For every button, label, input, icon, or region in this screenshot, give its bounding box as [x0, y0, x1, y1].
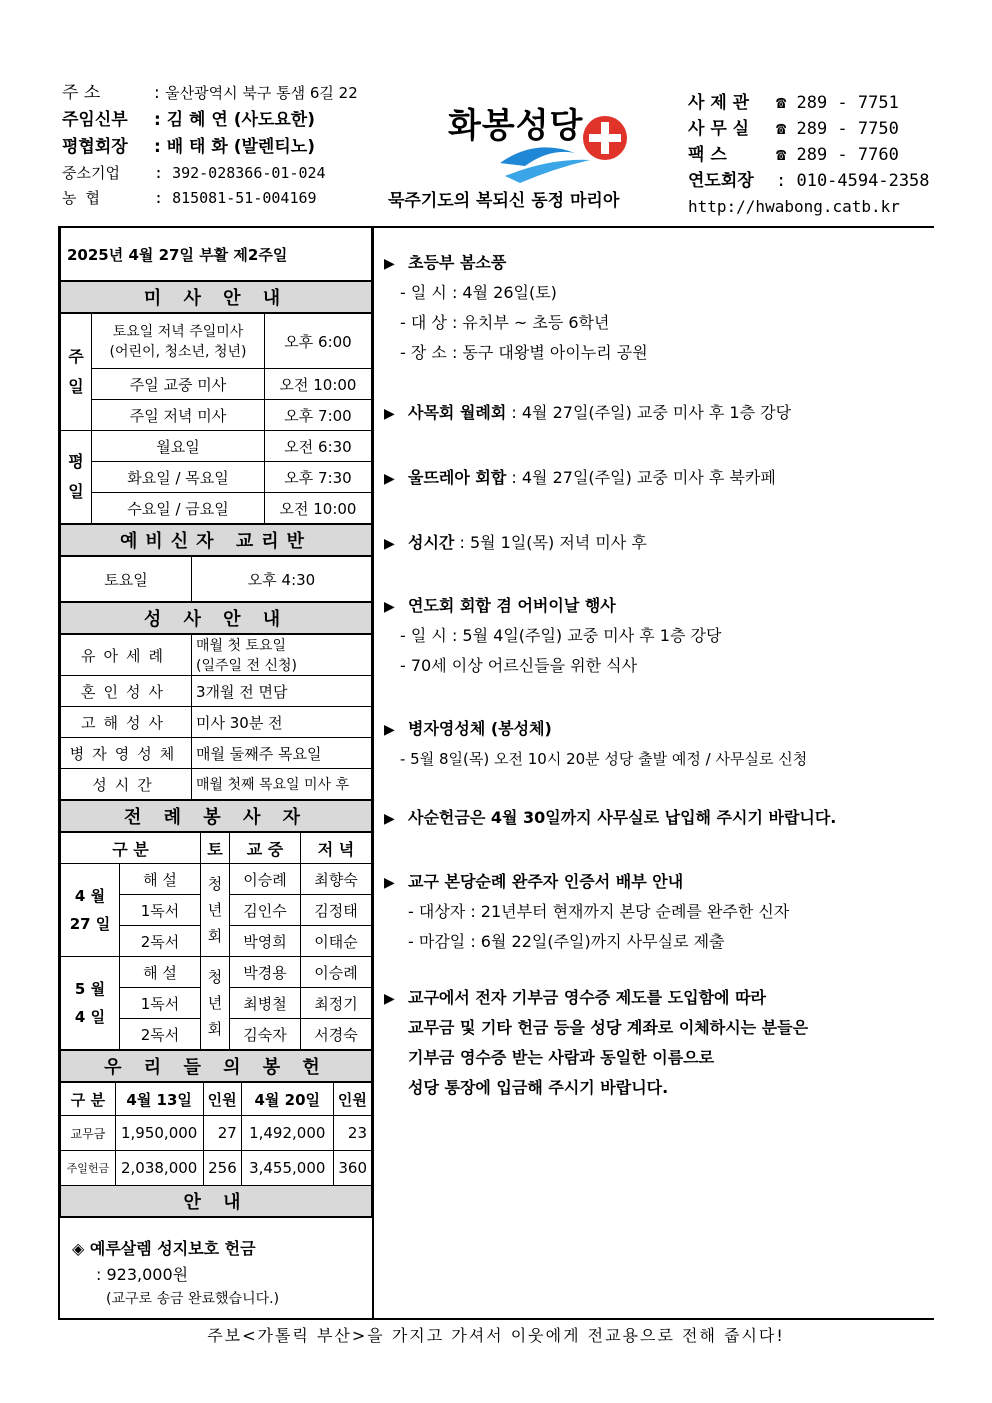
- liturgy-date: 5 월 4 일: [61, 957, 120, 1050]
- mass-time: 오후 6:00: [265, 313, 372, 369]
- item-sub: - 일 시 : 5월 4일(주일) 교중 미사 후 1층 강당: [400, 626, 722, 645]
- catechumen-time: 오후 4:30: [192, 556, 372, 602]
- sacrament-desc: 3개월 전 면담: [192, 676, 372, 707]
- item-sub: - 70세 이상 어르신들을 위한 식사: [400, 656, 638, 675]
- church-logo: [495, 108, 635, 188]
- sacrament-table: [60, 602, 372, 800]
- item-title: 사순헌금은 4월 30일까지 사무실로 납입해 주시기 바랍니다.: [408, 808, 837, 827]
- sunday-label: 주 일: [61, 313, 92, 431]
- sacrament-desc: 매월 첫 토요일 (일주일 전 신청): [192, 634, 372, 676]
- triangle-icon: ▶: [384, 256, 395, 272]
- sacrament-name: 유아세례: [61, 634, 192, 676]
- triangle-icon: ▶: [384, 991, 395, 1007]
- offering-head: 인원: [333, 1082, 371, 1116]
- mass-name: 주일 저녁 미사: [92, 400, 265, 431]
- triangle-icon: ▶: [384, 471, 395, 487]
- offering-an: 256: [203, 1151, 241, 1186]
- website[interactable]: http://hwabong.catb.kr: [688, 197, 900, 216]
- council: 배 태 화 (발렌티노): [166, 137, 315, 157]
- date-title: 2025년 4월 27일 부활 제2주일: [61, 228, 372, 281]
- triangle-icon: ▶: [384, 722, 395, 738]
- liturgy-role: 1독서: [120, 895, 201, 926]
- liturgy-main: 이승례: [230, 864, 301, 895]
- mass-section-title: 미 사 안 내: [61, 281, 372, 313]
- item-title: 사목회 월례회: [408, 403, 507, 422]
- item-sub: 기부금 영수증 받는 사람과 동일한 이름으로: [408, 1048, 715, 1067]
- offering-head: 4월 20일: [241, 1082, 333, 1116]
- church-name: 화봉성당: [448, 106, 584, 146]
- liturgy-date: 4 월 27 일: [61, 864, 120, 957]
- offering-b: 1,492,000: [241, 1116, 333, 1151]
- liturgy-main: 김숙자: [230, 1019, 301, 1050]
- offering-title: 우 리 들 의 봉 헌: [61, 1051, 372, 1083]
- catechumen-title: 예비신자 교리반: [61, 525, 372, 557]
- triangle-icon: ▶: [384, 875, 395, 891]
- triangle-icon: ▶: [384, 406, 395, 422]
- liturgy-main: 김인수: [230, 895, 301, 926]
- offering-bn: 23: [333, 1116, 371, 1151]
- sacrament-name: 고해성사: [61, 707, 192, 738]
- offering-table: [60, 1050, 372, 1218]
- announcement-item: [384, 463, 934, 493]
- header-info: 주 소 : 울산광역시 북구 통샘 6길 22 주임신부 : 김 혜 연 (사도요한) 평협회장 : 배 태 화 (발렌티노) 중소기업 : 392-028366-01-024 농 협 : 815081-51-004169: [62, 80, 382, 211]
- liturgy-eve: 최향숙: [301, 864, 372, 895]
- sacrament-desc: 매월 첫째 목요일 미사 후: [192, 769, 372, 800]
- liturgy-head: 토: [201, 832, 230, 864]
- liturgy-sat: 청 년 회: [201, 957, 230, 1050]
- announcement-item: [384, 983, 934, 1103]
- offering-an: 27: [203, 1116, 241, 1151]
- left-column: [58, 228, 374, 1318]
- contact-value: ☎ 289 - 7750: [776, 119, 899, 139]
- bank1: 392-028366-01-024: [172, 164, 326, 182]
- contacts: [688, 90, 938, 220]
- offering-name: 주일헌금: [61, 1151, 116, 1186]
- liturgy-role: 2독서: [120, 926, 201, 957]
- mass-name: 토요일 저녁 주일미사 (어린이, 청소년, 청년): [92, 313, 265, 369]
- liturgy-role: 1독서: [120, 988, 201, 1019]
- item-sub: - 대상자 : 21년부터 현재까지 본당 순례를 완주한 신자: [408, 902, 790, 921]
- item-sub: - 대 상 : 유치부 ~ 초등 6학년: [400, 313, 610, 332]
- announcement-item: [384, 528, 934, 558]
- contact-label: 팩 스: [688, 145, 727, 165]
- sacrament-desc: 미사 30분 전: [192, 707, 372, 738]
- sacrament-title: 성 사 안 내: [61, 603, 372, 635]
- offering-name: 교무금: [61, 1116, 116, 1151]
- offering-head: 인원: [203, 1082, 241, 1116]
- offering-b: 3,455,000: [241, 1151, 333, 1186]
- liturgy-eve: 이승례: [301, 957, 372, 988]
- item-title: 성시간: [408, 533, 455, 552]
- council-label: 평협회장: [62, 137, 128, 157]
- offering-head: 4월 13일: [115, 1082, 203, 1116]
- announcement-item: [384, 591, 934, 681]
- bank2-label: 농 협: [62, 189, 101, 207]
- mass-time: 오전 10:00: [265, 493, 372, 524]
- item-sub: - 일 시 : 4월 26일(토): [400, 283, 557, 302]
- liturgy-head: 교 중: [230, 832, 301, 864]
- item-title: 병자영성체 (봉성체): [408, 719, 552, 738]
- contact-value: ☎ 289 - 7751: [776, 93, 899, 113]
- liturgy-main: 박영희: [230, 926, 301, 957]
- item-sub: - 마감일 : 6월 22일(주일)까지 사무실로 제출: [408, 932, 725, 951]
- mass-name: 화요일 / 목요일: [92, 462, 265, 493]
- sacrament-name: 성시간: [61, 769, 192, 800]
- liturgy-eve: 김정태: [301, 895, 372, 926]
- item-title: 교구 본당순례 완주자 인증서 배부 안내: [408, 872, 684, 891]
- announcement-item: [384, 803, 934, 833]
- liturgy-role: 해 설: [120, 957, 201, 988]
- pastor: 김 혜 연 (사도요한): [166, 110, 315, 130]
- announcement-item: [384, 714, 934, 774]
- contact-label: 사 제 관: [688, 93, 750, 113]
- catechumen-table: [60, 524, 372, 602]
- liturgy-main: 최병철: [230, 988, 301, 1019]
- contact-label: 연도회장: [688, 171, 754, 191]
- announcement-item: [384, 398, 934, 428]
- item-sub: - 5월 8일(목) 오전 10시 20분 성당 출발 예정 / 사무실로 신청: [400, 750, 808, 768]
- item-sub: 교무금 및 기타 헌금 등을 성당 계좌로 이체하시는 분들은: [408, 1018, 809, 1037]
- item-rest: : 5월 1일(목) 저녁 미사 후: [454, 533, 647, 552]
- liturgy-eve: 이태순: [301, 926, 372, 957]
- offering-a: 1,950,000: [115, 1116, 203, 1151]
- mass-name: 수요일 / 금요일: [92, 493, 265, 524]
- item-rest: : 4월 27일(주일) 교중 미사 후 북카페: [506, 468, 776, 487]
- liturgy-eve: 최정기: [301, 988, 372, 1019]
- mass-table: [60, 228, 372, 524]
- pastor-label: 주임신부: [62, 110, 128, 130]
- sacrament-name: 병자영성체: [61, 738, 192, 769]
- liturgy-role: 해 설: [120, 864, 201, 895]
- weekday-label: 평 일: [61, 431, 92, 524]
- liturgy-table: [60, 800, 372, 1050]
- liturgy-main: 박경용: [230, 957, 301, 988]
- liturgy-sat: 청 년 회: [201, 864, 230, 957]
- triangle-icon: ▶: [384, 599, 395, 615]
- item-title: 연도회 회합 겸 어버이날 행사: [408, 596, 616, 615]
- triangle-icon: ▶: [384, 811, 395, 827]
- frame-bottom-line: [58, 1318, 934, 1320]
- mass-name: 주일 교중 미사: [92, 369, 265, 400]
- notice-line: (교구로 송금 완료했습니다.): [106, 1291, 280, 1307]
- mass-time: 오후 7:00: [265, 400, 372, 431]
- address-label: 주 소: [62, 83, 101, 103]
- mass-time: 오후 7:30: [265, 462, 372, 493]
- footer: 주보<가톨릭 부산>을 가지고 가셔서 이웃에게 전교용으로 전해 줍시다!: [207, 1326, 785, 1345]
- bank2: 815081-51-004169: [172, 189, 317, 207]
- motto: 묵주기도의 복되신 동정 마리아: [388, 191, 620, 211]
- notice-title: 안 내: [61, 1186, 372, 1218]
- bank1-label: 중소기업: [62, 164, 120, 182]
- contact-value: ☎ 289 - 7760: [776, 145, 899, 165]
- notice-box: [60, 1218, 372, 1308]
- liturgy-title: 전 례 봉 사 자: [61, 801, 372, 833]
- liturgy-head: 저 녁: [301, 832, 372, 864]
- triangle-icon: ▶: [384, 536, 395, 552]
- notice-line: ◈ 예루살렘 성지보호 헌금: [72, 1239, 256, 1258]
- logo-cross-h: [589, 134, 621, 142]
- announcement-item: [384, 867, 934, 957]
- item-sub: - 장 소 : 동구 대왕별 아이누리 공원: [400, 343, 648, 362]
- mass-name: 월요일: [92, 431, 265, 462]
- address: 울산광역시 북구 통샘 6길 22: [165, 84, 358, 102]
- liturgy-eve: 서경숙: [301, 1019, 372, 1050]
- sacrament-name: 혼인성사: [61, 676, 192, 707]
- item-title: 울뜨레아 회합: [408, 468, 507, 487]
- item-title: 교구에서 전자 기부금 영수증 제도를 도입함에 따라: [408, 988, 766, 1007]
- sacrament-desc: 매월 둘째주 목요일: [192, 738, 372, 769]
- offering-bn: 360: [333, 1151, 371, 1186]
- offering-a: 2,038,000: [115, 1151, 203, 1186]
- offering-head: 구 분: [61, 1082, 116, 1116]
- liturgy-role: 2독서: [120, 1019, 201, 1050]
- liturgy-head: 구 분: [61, 832, 201, 864]
- item-sub: 성당 통장에 입금해 주시기 바랍니다.: [408, 1078, 669, 1097]
- announcement-item: [384, 248, 934, 368]
- contact-value: : 010-4594-2358: [776, 171, 930, 191]
- catechumen-day: 토요일: [61, 556, 192, 602]
- mass-time: 오전 10:00: [265, 369, 372, 400]
- mass-time: 오전 6:30: [265, 431, 372, 462]
- item-rest: : 4월 27일(주일) 교중 미사 후 1층 강당: [506, 403, 792, 422]
- item-title: 초등부 봄소풍: [408, 253, 507, 272]
- notice-line: : 923,000원: [96, 1265, 189, 1284]
- contact-label: 사 무 실: [688, 119, 750, 139]
